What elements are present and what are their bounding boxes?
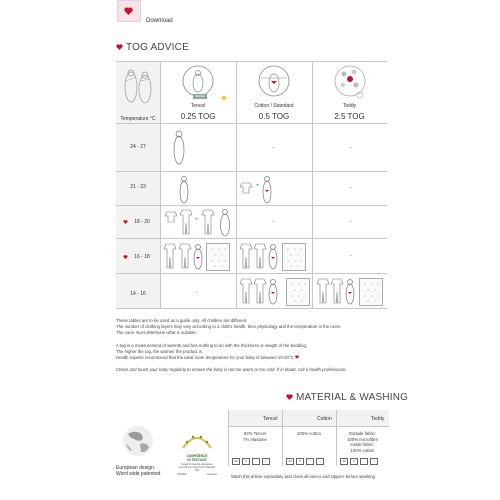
temp-row-4: 16 - 18 [134,254,150,260]
tumble-dry-icon: ○ [360,458,368,465]
note-line: The carer must determine what is suitable. [116,330,197,336]
cotton-composition: 100% cotton [297,431,321,436]
sleepsuit-garment [330,277,344,305]
iron-icon: • [316,458,324,465]
note-line: The number of clothing layers may vary according to a child's health, their physiology and the temperature in the room. [116,324,342,330]
sleepsuit-garment [253,277,267,305]
sleeping-bag-garment [345,277,355,305]
teddy-tog: 2.5 TOG [334,112,365,121]
heart-icon [116,44,123,50]
tog-table [116,61,387,309]
note-line: Check and touch your baby regularly to ensure the baby is not too warm or too cold. If in doubt, call a health professional. [116,367,347,373]
teddy-sleeping-bag-icon [334,65,366,99]
teddy-label: Teddy [342,103,357,109]
tencel-label: Tencel [190,103,206,109]
sleepsuit-garment [163,242,177,270]
tencel-tog: 0.25 TOG [180,112,216,121]
wash-40-icon: 40 [340,458,348,465]
heart-icon [286,394,293,400]
temp-row-5: 14 - 16 [130,291,146,297]
empty-cell: - [196,290,198,296]
blanket-garment [206,243,230,271]
empty-cell: - [350,145,352,151]
iron-icon: • [262,458,270,465]
material-washing-heading [286,392,408,403]
wash-40-icon: 40 [286,458,294,465]
oeko-tex-logo [177,430,217,450]
blanket-garment [282,243,306,271]
design-info: European design Word wide patented [116,465,161,477]
tumble-dry-icon: ○ [306,458,314,465]
sleeping-bag-garment [179,174,189,204]
sleepsuit-garment [201,208,215,236]
heart-icon [124,7,133,15]
sleepsuit-garment [239,242,253,270]
globe-icon [120,424,156,458]
iron-icon: • [370,458,378,465]
empty-cell: - [350,185,352,191]
product-thumbnail[interactable] [117,0,141,22]
tumble-dry-icon: ○ [252,458,260,465]
material-table [228,410,389,480]
sun-icon [220,94,228,102]
material-col-cotton: Cotton [317,416,332,422]
tencel-sleeping-bag-icon [182,65,214,97]
note-line: These tables are to be used as a guide only. All children are different. [116,318,248,323]
tencel-composition: 93% Tencel 7% elastane [243,431,267,442]
empty-cell: - [272,219,274,225]
sleeping-bag-garment [193,242,203,270]
temp-row-2: 21 - 23 [130,184,146,190]
material-col-tencel: Tencel [263,416,278,422]
tog-advice-heading [116,42,189,53]
bodysuit-garment [164,210,178,224]
no-bleach-icon: ✕ [296,458,304,465]
blanket-garment [359,278,383,306]
cotton-sleeping-bag-icon [258,65,290,97]
sleeping-bag-garment [219,207,231,237]
sleepsuit-garment [316,277,330,305]
heart-icon [295,355,299,359]
note-line: The higher the tog, the warmer the product is. [116,348,203,354]
material-col-teddy: Teddy [371,416,385,422]
empty-cell: - [350,219,352,225]
note-line: A tog is a measurement of warmth and has nothing to do with the thickness or weight of the bedding. [116,342,308,348]
sleepsuit-garment [179,208,193,236]
bodysuit-garment [239,181,253,195]
no-bleach-icon: ✕ [242,458,250,465]
sleeping-bag-garment [268,277,278,305]
sleeping-bag-illustration [122,67,154,105]
plus-sign: + [195,217,199,223]
temp-row-1: 24 - 27 [130,144,146,150]
sleepsuit-garment [178,242,192,270]
download-link[interactable]: Download [146,18,173,24]
temperature-header: Temperature °C [120,116,156,122]
empty-cell: - [350,253,352,259]
sleepsuit-garment [253,242,267,270]
material-washing-title: MATERIAL & WASHING [296,392,409,403]
material-header-bg [228,410,389,426]
wash-40-icon: 40 [232,458,240,465]
tog-advice-title: TOG ADVICE [126,42,189,53]
sleeping-bag-garment [268,242,278,270]
note-line: Health experts recommend that the ideal room temperature for your baby is between 16-20°C [116,355,396,361]
sleeping-bag-garment [262,174,272,204]
temp-row-3: 18 - 20 [134,219,150,225]
empty-cell: - [272,145,274,151]
blanket-garment [286,278,310,306]
tencel-badge: TENCEL [193,94,207,99]
no-bleach-icon: ✕ [350,458,358,465]
sleeping-bag-garment [172,128,186,166]
wash-note: Wash this article separately and close all velcro and zippers before washing [231,474,375,479]
cotton-tog: 0.5 TOG [258,112,290,121]
teddy-composition: Outside fabric: 100% microfibre Inside fabric: 100% cotton [346,431,379,453]
tog-notes [116,318,396,373]
plus-sign: + [256,183,260,189]
oeko-tex-label: CONFIDENCE IN TEXTILES Tested for harmful substances according to Oeko-Tex® Standard 100 1300000 centexbel [177,430,217,474]
cotton-label: Cotton / Standard [254,103,294,109]
sleepsuit-garment [239,277,253,305]
